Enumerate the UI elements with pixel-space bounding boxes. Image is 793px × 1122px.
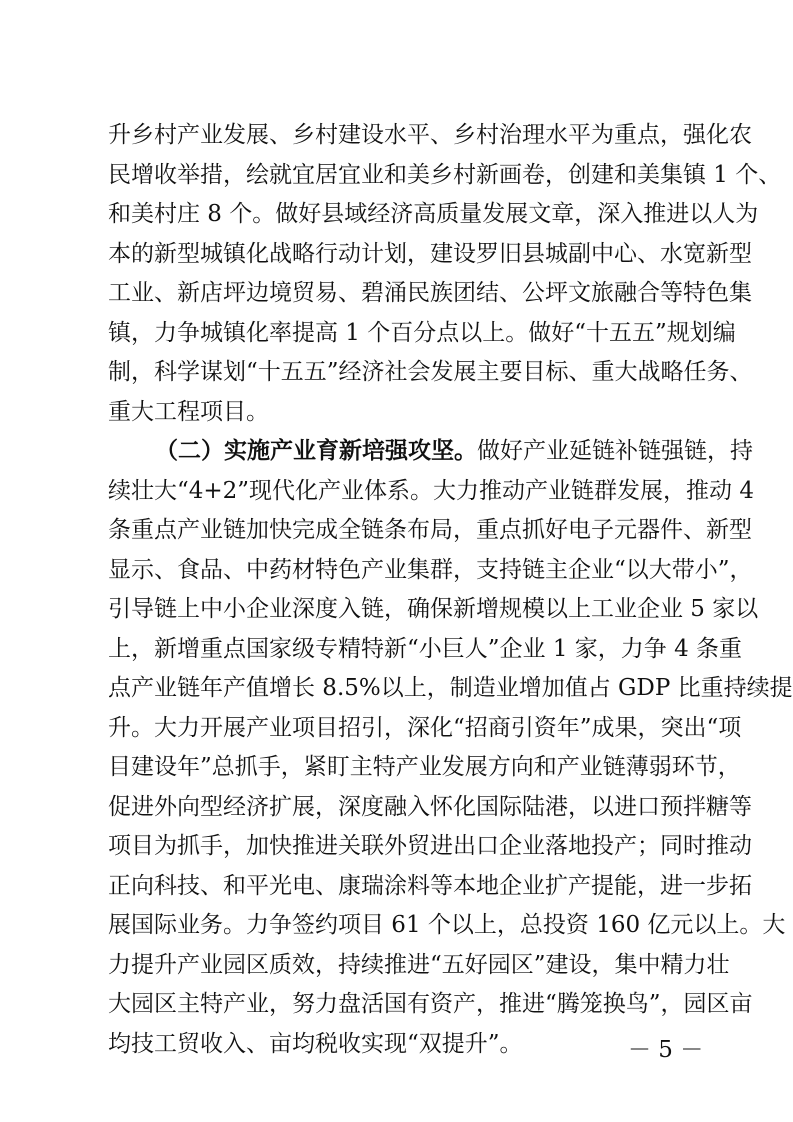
paragraph-line: 上，新增重点国家级专精特新“小巨人”企业 1 家，力争 4 条重 [108,636,743,662]
paragraph-line: 工业、新店坪边境贸易、碧涌民族团结、公坪文旅融合等特色集 [108,280,752,306]
paragraph-line: 引导链上中小企业深度入链，确保新增规模以上工业企业 5 家以 [108,596,759,622]
paragraph-line: 促进外向型经济扩展，深度融入怀化国际陆港，以进口预拌糖等 [108,794,752,820]
paragraph-line: 展国际业务。力争签约项目 61 个以上，总投资 160 亿元以上。大 [108,912,786,938]
paragraph-line: 本的新型城镇化战略行动计划，建设罗旧县城副中心、水宽新型 [108,241,752,267]
paragraph-line: 条重点产业链加快完成全链条布局，重点抓好电子元器件、新型 [108,517,752,543]
paragraph-line: 显示、食品、中药材特色产业集群，支持链主企业“以大带小”， [108,557,753,583]
paragraph-line: 升乡村产业发展、乡村建设水平、乡村治理水平为重点，强化农 [108,122,752,148]
paragraph-line: 均技工贸收入、亩均税收实现“双提升”。 [108,1031,523,1057]
paragraph-line: 点产业链年产值增长 8.5%以上，制造业增加值占 GDP 比重持续提 [108,675,793,701]
section-first-line [155,436,753,466]
paragraph-line: 力提升产业园区质效，持续推进“五好园区”建设，集中精力壮 [108,952,730,978]
paragraph-line: 续壮大“4+2”现代化产业体系。大力推动产业链群发展，推动 4 [108,478,754,504]
paragraph-line: 大园区主特产业，努力盘活国有资产，推进“腾笼换鸟”，园区亩 [108,991,753,1017]
section-first-line-text: 做好产业延链补链强链，持 [477,438,753,464]
paragraph-line: 项目为抓手，加快推进关联外贸进出口企业落地投产；同时推动 [108,833,752,859]
paragraph-line: 和美村庄 8 个。做好县域经济高质量发展文章，深入推进以人为 [108,201,759,227]
paragraph-line: 镇，力争城镇化率提高 1 个百分点以上。做好“十五五”规划编 [108,320,736,346]
paragraph-line: 正向科技、和平光电、康瑞涂料等本地企业扩产提能，进一步拓 [108,873,752,899]
paragraph-line: 民增收举措，绘就宜居宜业和美乡村新画卷，创建和美集镇 1 个、 [108,162,782,188]
paragraph-line: 目建设年”总抓手，紧盯主特产业发展方向和产业链薄弱环节， [108,754,741,780]
paragraph-line: 升。大力开展产业项目招引，深化“招商引资年”成果，突出“项 [108,715,742,741]
page-number: － 5 － [628,1037,704,1063]
paragraph-line: 制，科学谋划“十五五”经济社会发展主要目标、重大战略任务、 [108,359,753,385]
section-heading: （二）实施产业育新培强攻坚。 [155,437,477,464]
paragraph-line: 重大工程项目。 [108,399,269,425]
